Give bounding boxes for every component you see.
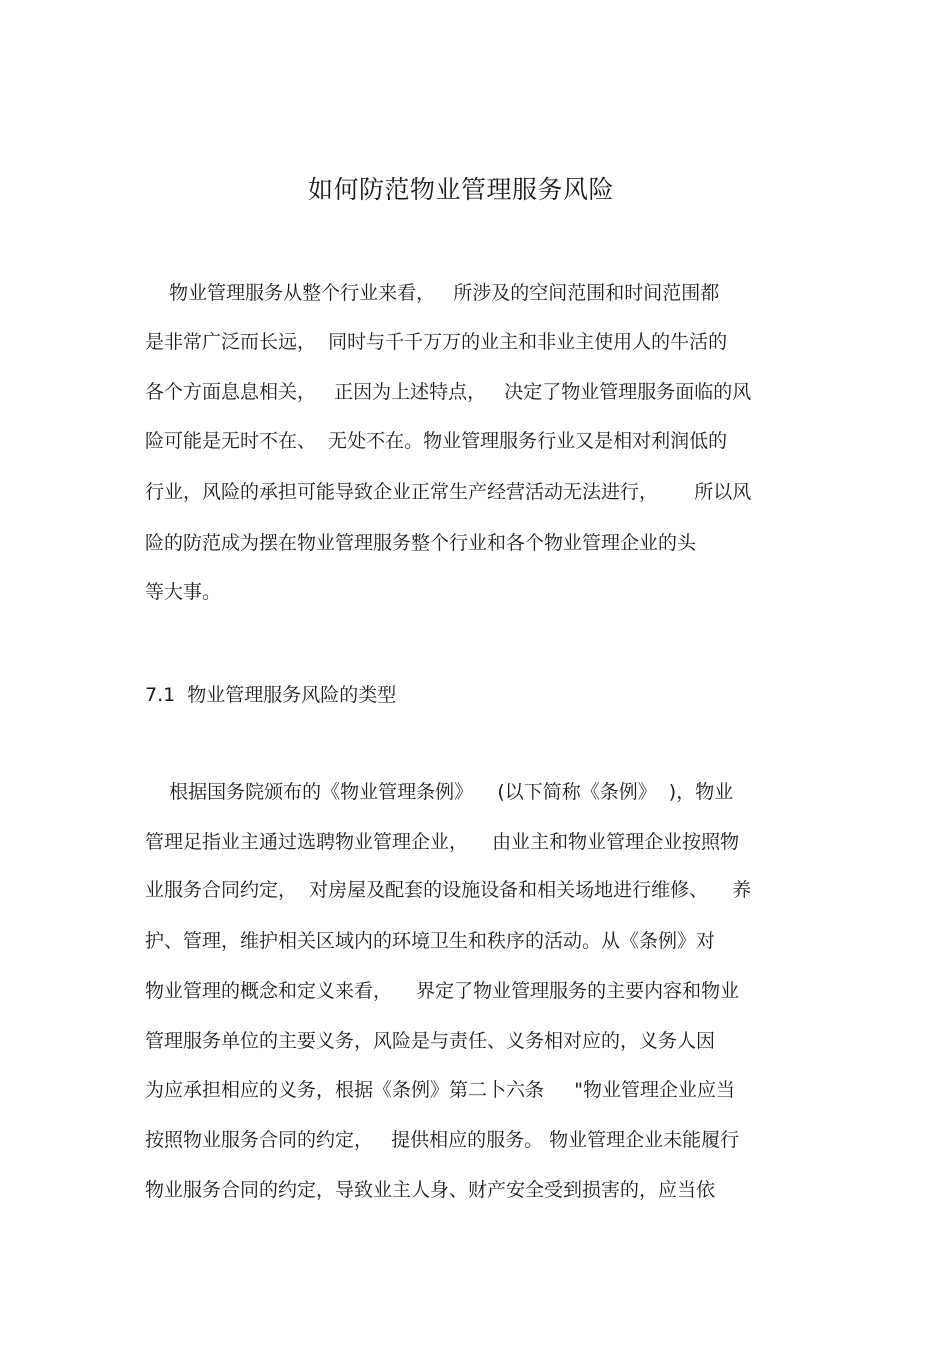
paragraph-line: 管理服务单位的主要义务，风险是与责任、义务相对应的，义务人因	[145, 1030, 716, 1052]
paragraph-line: 按照物业服务合同的约定， 提供相应的服务。 物业管理企业未能履行	[145, 1129, 740, 1151]
paragraph-line: 险的防范成为摆在物业管理服务整个行业和各个物业管理企业的头	[145, 532, 697, 554]
paragraph-line: 护、管理，维护相关区域内的环境卫生和秩序的活动。从《条例》对	[145, 930, 716, 952]
paragraph-line: 各个方面息息相关， 正因为上述特点， 决定了物业管理服务面临的风	[145, 381, 752, 403]
paragraph-line: 物业服务合同的约定，导致业主人身、财产安全受到损害的，应当依	[145, 1179, 716, 1201]
paragraph-line: 物业管理的概念和定义来看， 界定了物业管理服务的主要内容和物业	[145, 980, 740, 1002]
paragraph-line: 根据国务院颁布的《物业管理条例》 (以下简称《条例》 )，物业	[145, 781, 734, 803]
paragraph-line: 为应承担相应的义务，根据《条例》第二卜六条 "物业管理企业应当	[145, 1079, 735, 1101]
paragraph-line: 行业，风险的承担可能导致企业正常生产经营活动无法进行， 所以风	[145, 481, 752, 503]
section-heading: 7.1 物业管理服务风险的类型	[145, 684, 397, 706]
document-title: 如何防范物业管理服务风险	[307, 175, 614, 204]
paragraph-line: 是非常广泛而长远， 同时与千千万万的业主和非业主使用人的牛活的	[145, 331, 728, 353]
paragraph-line: 等大事。	[145, 581, 222, 603]
paragraph-line: 管理足指业主通过选聘物业管理企业， 由业主和物业管理企业按照物	[145, 831, 740, 853]
paragraph-line: 物业管理服务从整个行业来看， 所涉及的空间范围和时间范围都	[145, 282, 720, 304]
paragraph-line: 业服务合同约定， 对房屋及配套的设施设备和相关场地进行维修、 养	[145, 879, 752, 901]
paragraph-line: 险可能是无时不在、 无处不在。物业管理服务行业又是相对利润低的	[145, 430, 728, 452]
